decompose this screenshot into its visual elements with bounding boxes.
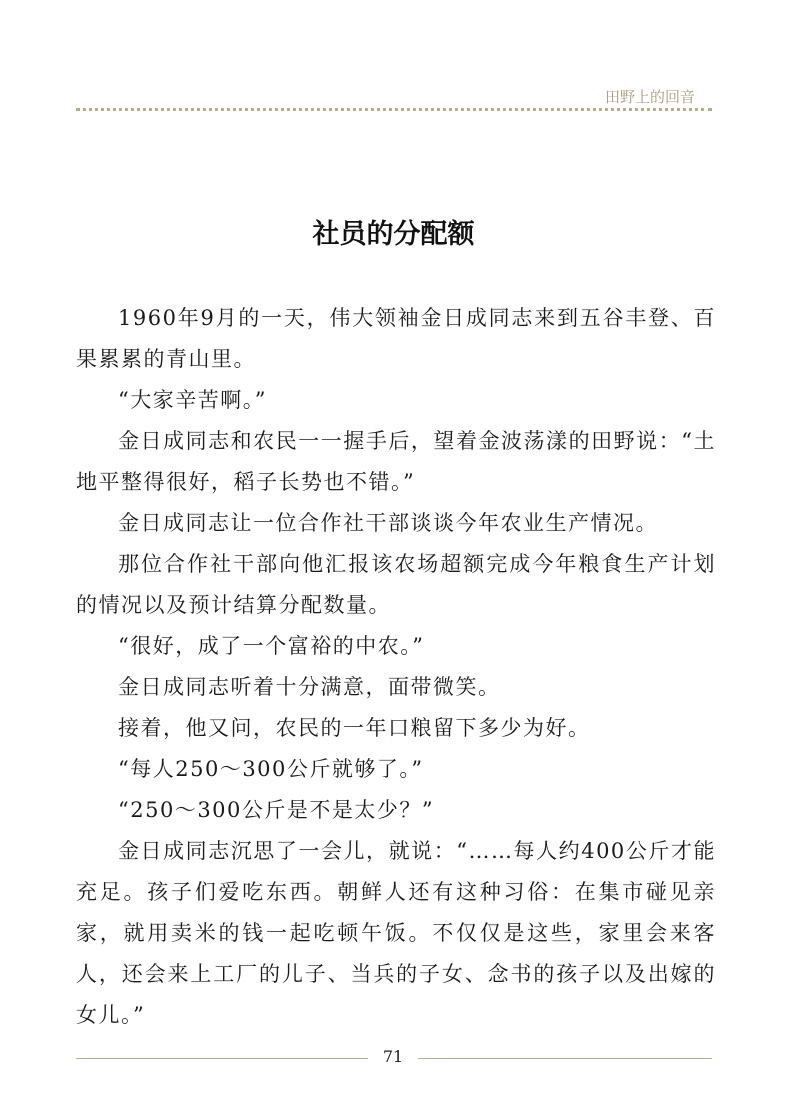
paragraph: 金日成同志和农民一一握手后，望着金波荡漾的田野说：“土地平整得很好，稻子长势也不错。”	[76, 429, 716, 494]
article-title: 社员的分配额	[312, 219, 475, 250]
page-number: 71	[382, 1047, 404, 1066]
paragraph: 金日成同志听着十分满意，面带微笑。	[118, 675, 501, 699]
paragraph: 1960年9月的一天，伟大领袖金日成同志来到五谷丰登、百果累累的青山里。	[76, 306, 716, 371]
footer-rule-left	[76, 1058, 368, 1059]
running-head-title: 田野上的回音	[604, 88, 695, 106]
paragraph: “很好，成了一个富裕的中农。”	[118, 634, 425, 658]
paragraph: “每人250～300公斤就够了。”	[118, 757, 424, 781]
footer-rule-right	[418, 1058, 712, 1059]
paragraph: “250～300公斤是不是太少？”	[118, 798, 435, 822]
header-dotted-rule	[76, 108, 712, 111]
paragraph: “大家辛苦啊。”	[118, 388, 267, 412]
paragraph: 接着，他又问，农民的一年口粮留下多少为好。	[118, 716, 591, 740]
paragraph: 那位合作社干部向他汇报该农场超额完成今年粮食生产计划的情况以及预计结算分配数量。	[76, 552, 716, 617]
paragraph: 金日成同志沉思了一会儿，就说：“……每人约400公斤才能充足。孩子们爱吃东西。朝鲜人还有这种习俗：在集市碰见亲家，就用卖米的钱一起吃顿午饭。不仅仅是这些，家里会来客人，还会来上工厂的儿子、当兵的子女、念书的孩子以及出嫁的女儿。”	[76, 839, 716, 1027]
article-body	[76, 298, 716, 1036]
paragraph: 金日成同志让一位合作社干部谈谈今年农业生产情况。	[118, 511, 658, 535]
